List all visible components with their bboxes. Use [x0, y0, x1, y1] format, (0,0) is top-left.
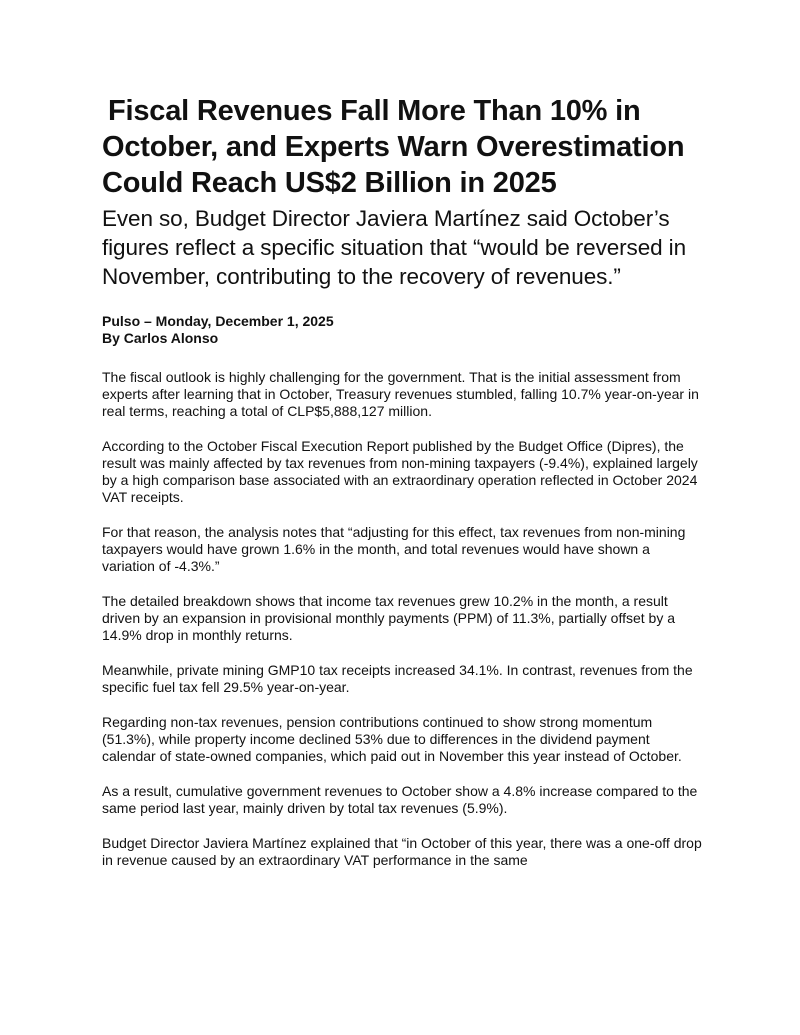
paragraph: Meanwhile, private mining GMP10 tax receipts increased 34.1%. In contrast, revenues from the specific fuel tax fell 29.5% year-on-year. — [102, 662, 693, 695]
dateline: Pulso – Monday, December 1, 2025 — [102, 313, 334, 329]
subheadline: Even so, Budget Director Javiera Martínez said October’s figures reflect a specific situation that “would be reversed in November, contributing to the recovery of revenues.” — [102, 206, 686, 289]
author-byline: By Carlos Alonso — [102, 330, 219, 346]
byline-block — [102, 313, 702, 347]
paragraph: As a result, cumulative government revenues to October show a 4.8% increase compared to the same period last year, mainly driven by total tax revenues (5.9%). — [102, 783, 698, 816]
article — [102, 93, 702, 887]
paragraph: Budget Director Javiera Martínez explained that “in October of this year, there was a one-off drop in revenue caused by an extraordinary VAT performance in the same — [102, 835, 702, 868]
article-body — [102, 369, 702, 869]
paragraph: For that reason, the analysis notes that “adjusting for this effect, tax revenues from non-mining taxpayers would have grown 1.6% in the month, and total revenues would have shown a variation of -4.3%.” — [102, 524, 686, 574]
paragraph: Regarding non-tax revenues, pension contributions continued to show strong momentum (51.3%), while property income declined 53% due to differences in the dividend payment calendar of state-owned companies, which paid out in November this year instead of October. — [102, 714, 682, 764]
headline: Fiscal Revenues Fall More Than 10% in October, and Experts Warn Overestimation Could Reach US$2 Billion in 2025 — [102, 95, 685, 199]
paragraph: The detailed breakdown shows that income tax revenues grew 10.2% in the month, a result driven by an expansion in provisional monthly payments (PPM) of 11.3%, partially offset by a 14.9% drop in monthly returns. — [102, 593, 675, 643]
paragraph: The fiscal outlook is highly challenging for the government. That is the initial assessment from experts after learning that in October, Treasury revenues stumbled, falling 10.7% year-on-year in real terms, reaching a total of CLP$5,888,127 million. — [102, 369, 699, 419]
paragraph: According to the October Fiscal Execution Report published by the Budget Office (Dipres), the result was mainly affected by tax revenues from non-mining taxpayers (-9.4%), explained largely by a high comparison base associated with an extraordinary operation reflected in October 2024 VAT receipts. — [102, 438, 698, 505]
